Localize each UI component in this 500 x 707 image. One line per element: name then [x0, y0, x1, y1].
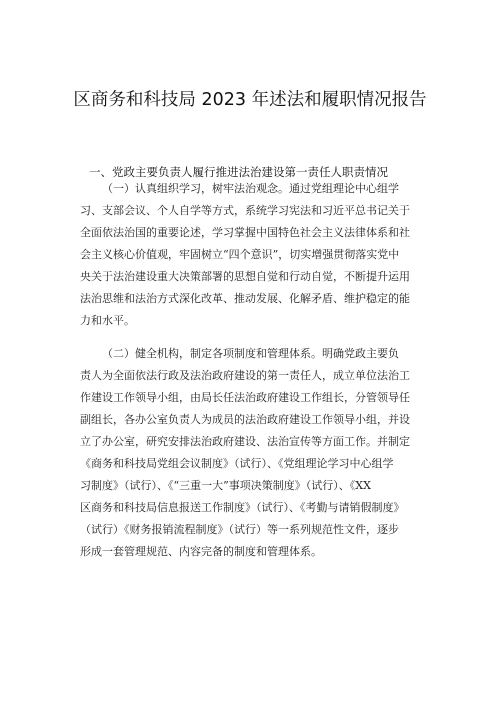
paragraph-line: 作建设工作领导小组，由局长任法治政府建设工作组长，分管领导任: [80, 391, 410, 404]
paragraph-line: 《商务和科技局党组会议制度》（试行）、《党组理论学习中心组学: [80, 457, 394, 470]
paragraph-line: 责人为全面依法行政及法治政府建设的第一责任人，成立单位法治工: [80, 369, 410, 382]
paragraph-line: 力和水平。: [80, 314, 135, 327]
paragraph-line: 全面依法治国的重要论述，学习掌握中国特色社会主义法律体系和社: [80, 226, 410, 239]
paragraph-line: 央关于法治建设重大决策部署的思想自觉和行动自觉，不断提升运用: [80, 270, 410, 283]
paragraph: [80, 343, 425, 563]
paragraph-line: 习制度》（试行）、《“三重一大”事项决策制度》（试行）、《XX: [80, 479, 371, 492]
paragraph-line: （试行）《财务报销流程制度》（试行）等一系列规范性文件，逐步: [80, 523, 399, 536]
paragraph-line: 区商务和科技局信息报送工作制度》（试行）、《考勤与请销假制度》: [80, 501, 405, 514]
paragraph-line: 形成一套管理规范、内容完备的制度和管理体系。: [80, 545, 322, 558]
paragraph-line: 法治思维和法治方式深化改革、推动发展、化解矛盾、维护稳定的能: [80, 292, 410, 305]
document-title: 区商务和科技局 2023 年述法和履职情况报告: [73, 90, 427, 110]
paragraph-line: 习、支部会议、个人自学等方式，系统学习宪法和习近平总书记关于: [80, 204, 410, 217]
paragraph-line: 会主义核心价值观，牢固树立“四个意识”，切实增强贯彻落实党中: [80, 248, 400, 261]
section-heading: 一、党政主要负责人履行推进法治建设第一责任人职责情况: [89, 165, 388, 179]
paragraph-line: 副组长，各办公室负责人为成员的法治政府建设工作领导小组，并设: [80, 413, 410, 426]
paragraph: [80, 178, 425, 332]
paragraph-line: 立了办公室，研究安排法治政府建设、法治宣传等方面工作。并制定: [80, 435, 410, 448]
paragraph-line: （二）健全机构，制定各项制度和管理体系。明确党政主要负: [102, 347, 399, 360]
paragraph-line: （一）认真组织学习，树牢法治观念。通过党组理论中心组学: [102, 182, 399, 195]
